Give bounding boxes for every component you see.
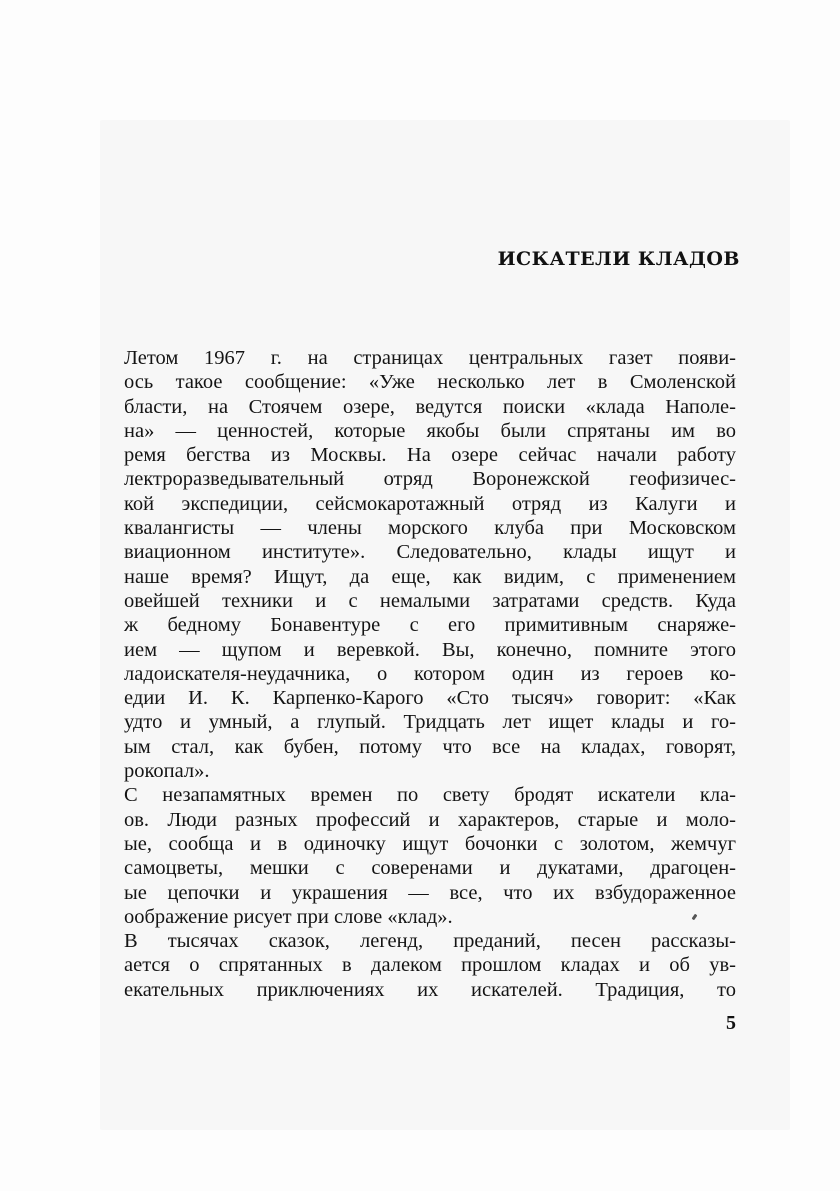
paragraph-1-line: ладоискателя-неудачника, о котором один из героев ко- <box>124 662 736 685</box>
paragraph-1-line: едии И. К. Карпенко-Карого «Сто тысяч» говорит: «Как <box>124 687 736 710</box>
paragraph-1-line: бласти, на Стоячем озере, ведутся поиски «клада Наполе- <box>124 395 736 418</box>
paragraph-1-line: рокопал». <box>124 760 210 783</box>
paragraph-2-line: ов. Люди разных профессий и характеров, старые и моло- <box>124 808 736 831</box>
paragraph-1-line: виационном институте». Следовательно, клады ищут и <box>124 541 736 564</box>
chapter-title: ИСКАТЕЛИ КЛАДОВ <box>497 248 740 270</box>
paragraph-1-line: ым стал, как бубен, потому что все на кладах, говорят, <box>124 735 736 758</box>
paragraph-1-line: ось такое сообщение: «Уже несколько лет в Смоленской <box>124 371 736 394</box>
paragraph-1-line: ием — щупом и веревкой. Вы, конечно, помните этого <box>124 638 736 661</box>
paragraph-1-line: ремя бегства из Москвы. На озере сейчас начали работу <box>124 444 736 467</box>
paragraph-1-line: ж бедному Бонавентуре с его примитивным снаряже- <box>124 614 736 637</box>
paragraph-1-line: на» — ценностей, которые якобы были спрятаны им во <box>124 419 736 442</box>
paragraph-2-line: ые цепочки и украшения — все, что их взбудораженное <box>124 881 736 904</box>
paragraph-2-line: самоцветы, мешки с соверенами и дукатами, драгоцен- <box>124 857 736 880</box>
paragraph-3-line: ается о спрятанных в далеком прошлом кладах и об ув- <box>124 954 736 977</box>
paragraph-3-line: В тысячах сказок, легенд, преданий, песен рассказы- <box>124 930 736 953</box>
paragraph-1-line: удто и умный, а глупый. Тридцать лет ищет клады и го- <box>124 711 736 734</box>
paragraph-1-line: квалангисты — члены морского клуба при Московском <box>124 517 736 540</box>
paragraph-1-line: лектроразведывательный отряд Воронежской геофизичес- <box>124 468 736 491</box>
paragraph-1-line: наше время? Ищут, да еще, как видим, с применением <box>124 565 736 588</box>
paragraph-1-line: овейшей техники и с немалыми затратами средств. Куда <box>124 589 736 612</box>
page-number: 5 <box>726 1012 736 1034</box>
paragraph-2-line: оображение рисует при слове «клад». <box>124 905 453 928</box>
paragraph-2-line: С незапамятных времен по свету бродят искатели кла- <box>124 784 736 807</box>
body-text <box>124 346 736 1002</box>
paragraph-1-line: кой экспедиции, сейсмокаротажный отряд из Калуги и <box>124 492 736 515</box>
paragraph-3-line: екательных приключениях их искателей. Традиция, то <box>124 978 736 1001</box>
paragraph-2-line: ые, сообща и в одиночку ищут бочонки с золотом, жемчуг <box>124 832 736 855</box>
paragraph-1-line: Летом 1967 г. на страницах центральных газет появи- <box>124 347 736 369</box>
